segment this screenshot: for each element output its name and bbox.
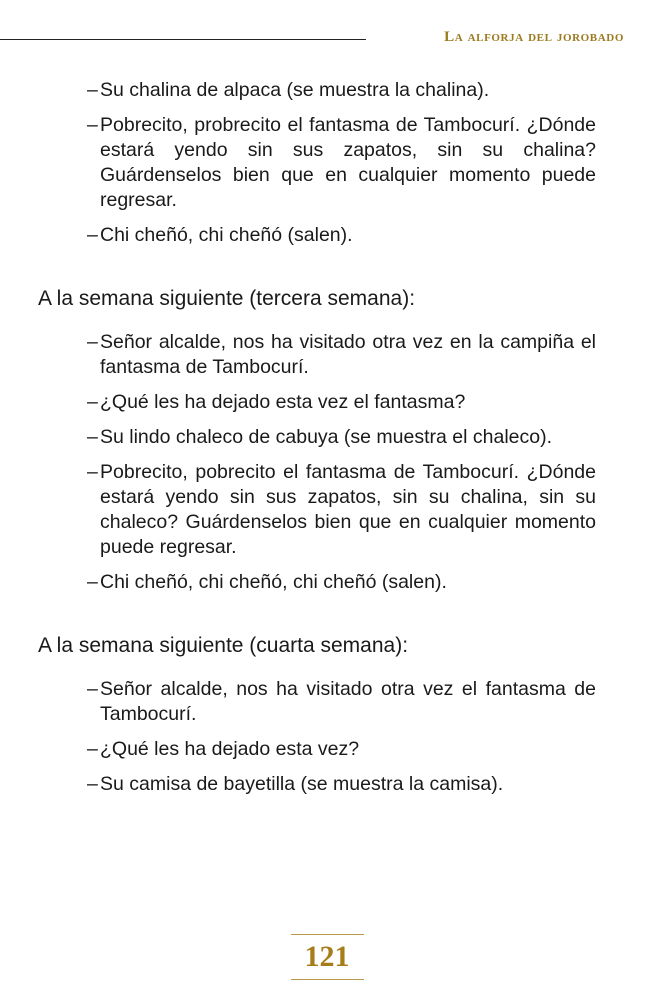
dialogue-dash: – <box>87 678 98 700</box>
section-heading: A la semana siguiente (tercera semana): <box>38 287 416 310</box>
dialogue-dash: – <box>87 738 98 760</box>
dialogue-line <box>87 78 596 103</box>
dialogue-text: ¿Qué les ha dejado esta vez? <box>100 738 360 760</box>
dialogue-dash: – <box>87 224 98 246</box>
dialogue-line <box>87 113 596 213</box>
dialogue-line <box>87 460 596 560</box>
dialogue-line <box>87 737 596 762</box>
dialogue-text: Chi cheñó, chi cheñó (salen). <box>100 224 353 246</box>
page-number: 121 <box>291 934 364 978</box>
dialogue-text: ¿Qué les ha dejado esta vez el fantasma? <box>100 391 466 413</box>
dialogue-line <box>87 677 596 727</box>
dialogue-dash: – <box>87 114 98 136</box>
dialogue-text: Pobrecito, probrecito el fantasma de Tambocurí. ¿Dónde estará yendo sin sus zapatos, sin su chalina? Guárdenselos bien que en cualquier momento puede regresar. <box>100 114 596 211</box>
page-body <box>0 78 654 797</box>
running-title: La alforja del jorobado <box>444 29 624 45</box>
dialogue-line <box>87 390 596 415</box>
dialogue-line <box>87 223 596 248</box>
dialogue-text: Chi cheñó, chi cheñó, chi cheñó (salen). <box>100 571 447 593</box>
dialogue-text: Pobrecito, pobrecito el fantasma de Tambocurí. ¿Dónde estará yendo sin sus zapatos, sin su chalina, sin su chaleco? Guárdenselos bien que en cualquier momento puede regresar. <box>100 461 596 558</box>
dialogue-line <box>87 425 596 450</box>
dialogue-dash: – <box>87 461 98 483</box>
dialogue-dash: – <box>87 773 98 795</box>
dialogue-text: Su camisa de bayetilla (se muestra la camisa). <box>100 773 504 795</box>
dialogue-dash: – <box>87 571 98 593</box>
dialogue-dash: – <box>87 79 98 101</box>
dialogue-text: Su chalina de alpaca (se muestra la chalina). <box>100 79 490 101</box>
section-heading: A la semana siguiente (cuarta semana): <box>38 634 409 657</box>
page-footer <box>0 934 654 978</box>
dialogue-text: Su lindo chaleco de cabuya (se muestra el chaleco). <box>100 426 553 448</box>
dialogue-line <box>87 570 596 595</box>
header-rule <box>0 39 366 40</box>
dialogue-text: Señor alcalde, nos ha visitado otra vez el fantasma de Tambocurí. <box>100 678 596 725</box>
dialogue-line <box>87 330 596 380</box>
dialogue-dash: – <box>87 331 98 353</box>
dialogue-dash: – <box>87 426 98 448</box>
dialogue-dash: – <box>87 391 98 413</box>
dialogue-line <box>87 772 596 797</box>
dialogue-text: Señor alcalde, nos ha visitado otra vez en la campiña el fantasma de Tambocurí. <box>100 331 596 378</box>
